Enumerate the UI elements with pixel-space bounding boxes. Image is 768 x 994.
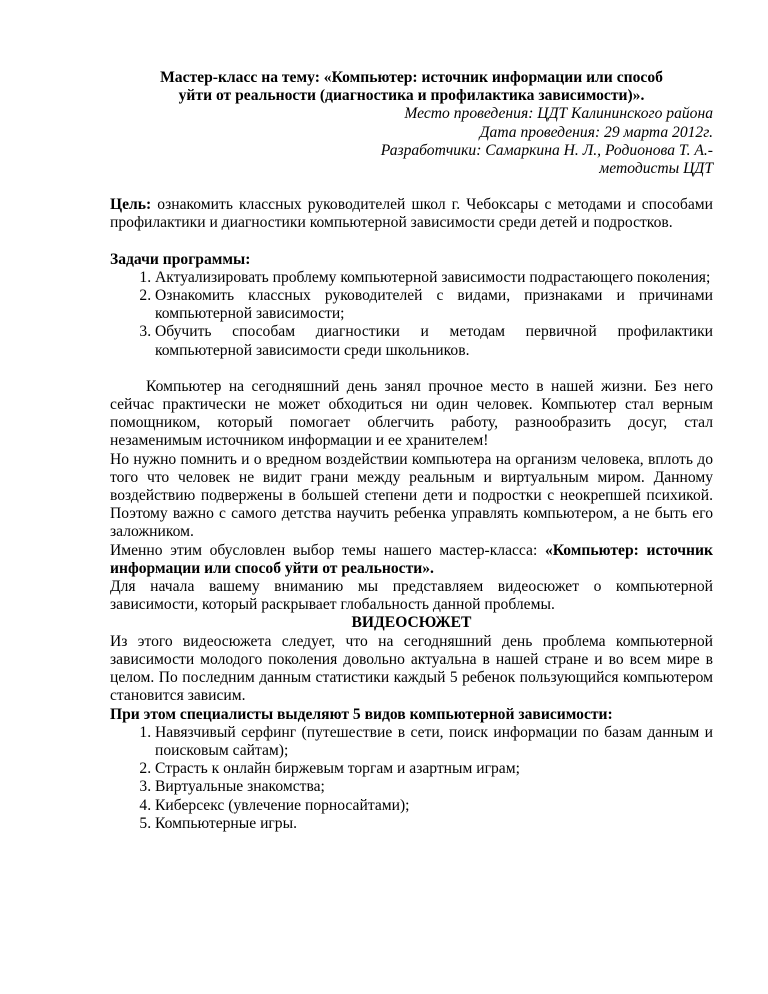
event-authors: Разработчики: Самаркина Н. Л., Родионова Т. А.- xyxy=(380,141,713,159)
title-line-1: Мастер-класс на тему: «Компьютер: источник информации или способ xyxy=(160,69,663,86)
document-title xyxy=(110,69,713,105)
event-place: Место проведения: ЦДТ Калининского района xyxy=(404,105,713,123)
task-item-3: 3. Обучить способам диагностики и методам первичной профилактики компьютерной зависимости среди школьников. xyxy=(155,323,713,359)
task-item-2: 2. Ознакомить классных руководителей с видами, признаками и причинами компьютерной зависимости; xyxy=(155,287,713,323)
goal-text: ознакомить классных руководителей школ г. Чебоксары с методами и способами профилактики и диагностики компьютерной зависимости среди детей и подростков. xyxy=(110,196,713,232)
body-paragraph-4: Для начала вашему вниманию мы представляем видеосюжет о компьютерной зависимости, который раскрывает глобальность данной проблемы. xyxy=(110,578,713,614)
spacer xyxy=(110,178,713,196)
kind-item-4: 4. Киберсекс (увлечение порносайтами); xyxy=(155,797,713,815)
title-line-2: уйти от реальности (диагностика и профилактика зависимости)». xyxy=(178,87,645,105)
body-paragraph-2: Но нужно помнить и о вредном воздействии компьютера на организм человека, вплоть до того что человек не видит грани между реальным и виртуальным миром. Данному воздействию подвержены в большей степени дети и подростки с неокрепшей психикой. Поэтому важно с самого детства научить ребенка управлять компьютером, а не быть его заложником. xyxy=(110,450,713,541)
document-content xyxy=(110,69,713,833)
body-paragraph-3 xyxy=(110,542,713,578)
event-authors-role: методисты ЦДТ xyxy=(599,160,713,178)
spacer xyxy=(110,233,713,251)
tasks-list xyxy=(110,269,713,360)
master-class-topic: «Компьютер: источник информации или способ уйти от реальности». xyxy=(110,541,713,577)
body-paragraph-1: Компьютер на сегодняшний день занял прочное место в нашей жизни. Без него сейчас практически не может обходиться ни один человек. Компьютер стал верным помощником, который помогает облегчить работу, разнообразить досуг, стал незаменимым источником информации и ее хранителем! xyxy=(110,377,713,450)
body-paragraph-5: Из этого видеосюжета следует, что на сегодняшний день проблема компьютерной зависимости молодого поколения довольно актуальна в нашей стране и во всем мире в целом. По последним данным статистики каждый 5 ребенок пользующийся компьютером становится зависим. xyxy=(110,632,713,705)
tasks-heading xyxy=(110,251,713,269)
para3-text: Именно этим обусловлен выбор темы нашего мастер-класса: xyxy=(110,541,545,559)
spacer xyxy=(110,360,713,378)
kinds-heading xyxy=(110,706,713,724)
kind-item-2: 2. Страсть к онлайн биржевым торгам и азартным играм; xyxy=(155,760,713,778)
goal-paragraph xyxy=(110,196,713,232)
event-meta xyxy=(110,105,713,178)
event-date: Дата проведения: 29 марта 2012г. xyxy=(479,123,713,141)
kind-item-1: 1. Навязчивый серфинг (путешествие в сети, поиск информации по базам данным и поисковым сайтам); xyxy=(155,724,713,760)
task-item-1: 1. Актуализировать проблему компьютерной зависимости подрастающего поколения; xyxy=(155,269,713,287)
video-heading: ВИДЕОСЮЖЕТ xyxy=(351,614,472,632)
kind-item-5: 5. Компьютерные игры. xyxy=(155,815,713,833)
goal-label: Цель: xyxy=(110,196,152,214)
kinds-list xyxy=(110,724,713,833)
kind-item-3: 3. Виртуальные знакомства; xyxy=(155,778,713,796)
tasks-heading-text: Задачи программы: xyxy=(110,250,251,268)
kinds-heading-text: При этом специалисты выделяют 5 видов компьютерной зависимости: xyxy=(110,705,613,723)
